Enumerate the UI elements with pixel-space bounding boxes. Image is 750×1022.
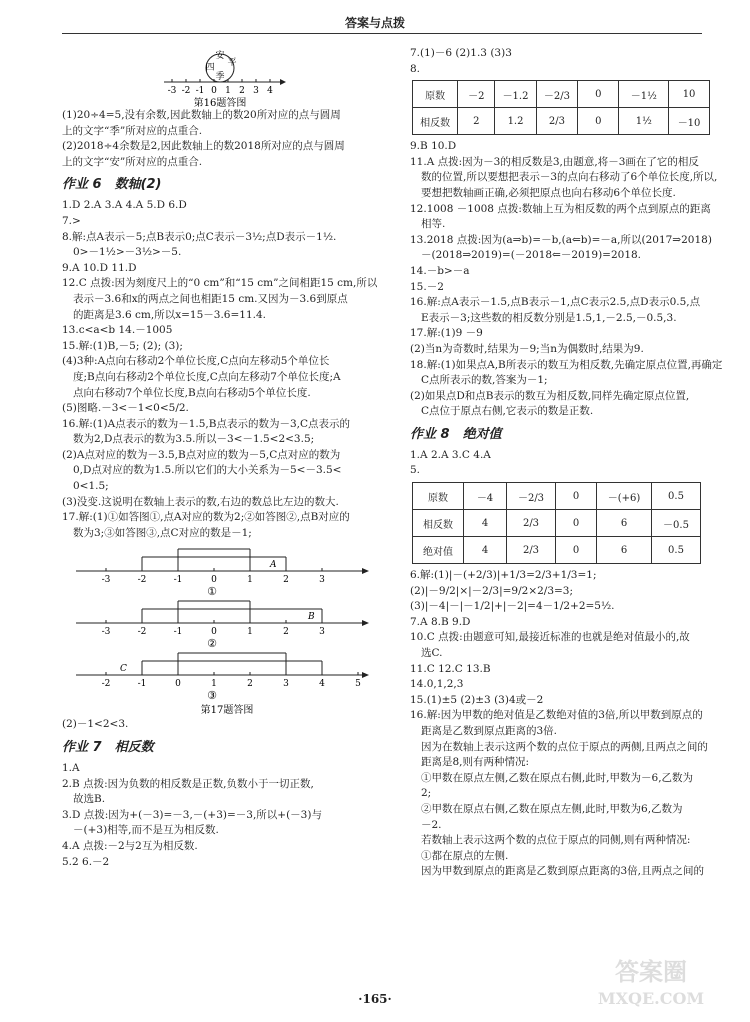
- watermark-logo: [576, 952, 726, 1012]
- text-line: 11.C 12.C 13.B: [410, 662, 491, 675]
- page-header: 答案与点拨: [344, 16, 405, 30]
- text-line: 9.A 10.D 11.D: [62, 261, 137, 274]
- table-cell: －1.2: [495, 81, 536, 108]
- text-line: 16.解:点A表示－1.5,点B表示－1,点C表示2.5,点D表示0.5,点: [410, 296, 701, 309]
- text-line: 2;: [421, 787, 432, 800]
- text-line: 15.－2: [410, 280, 444, 293]
- table-cell: 2/3: [536, 108, 577, 135]
- tick-label: 0: [175, 679, 181, 690]
- text-line: 数的位置,所以要想把表示－3的点向右移动了6个单位长度,所以,: [421, 171, 718, 184]
- table-cell: －2/3: [536, 81, 577, 108]
- table-cell: －(+6): [597, 483, 652, 510]
- figure-label: ③: [207, 689, 217, 703]
- text-line: (4)3种:A点向右移动2个单位长度,C点向左移动5个单位长: [62, 355, 330, 368]
- text-line: 上的文字“季”所对应的点重合.: [62, 124, 203, 137]
- tick-label: -1: [195, 86, 205, 96]
- text-line: 18.解:(1)如果点A,B所表示的数互为相反数,先确定原点位置,再确定: [410, 358, 723, 371]
- text-line: ①甲数在原点左侧,乙数在原点右侧,此时,甲数为－6,乙数为: [421, 771, 694, 784]
- table-row: [413, 81, 710, 108]
- axis-arrow: [362, 672, 369, 678]
- tick-label: 5: [355, 679, 361, 690]
- tick-label: 4: [319, 679, 325, 690]
- tick-label: -2: [137, 627, 147, 638]
- table-cell: 原数: [413, 483, 464, 510]
- point-label: A: [270, 560, 277, 571]
- text-line: 距离是8,则有两种情况:: [421, 756, 530, 769]
- text-line: 度;B点向右移动2个单位长度,C点向左移动7个单位长度;A: [73, 370, 341, 383]
- text-line: 点向右移动7个单位长度,B点向右移动5个单位长度.: [73, 386, 311, 399]
- text-line: (2)A点对应的数为－3.5,B点对应的数为－5,C点对应的数为: [62, 448, 341, 461]
- table-cell: －1½: [619, 81, 669, 108]
- figure-16-caption: 第16题答图: [193, 98, 247, 108]
- text-line: 5.: [410, 464, 421, 477]
- section-title-8: 作业 8 绝对值: [410, 426, 502, 442]
- text-line: 0>－1½>－3½>－5.: [73, 246, 182, 259]
- tick-label: -3: [101, 575, 111, 586]
- text-line: 选C.: [421, 647, 443, 660]
- text-line: 1.A 2.A 3.C 4.A: [410, 448, 491, 461]
- table-row: [413, 108, 710, 135]
- table-cell: 4: [464, 537, 507, 564]
- text-line: 数为2,D点表示的数为3.5.所以－3<－1.5<2<3.5;: [73, 433, 315, 446]
- left-column: [62, 46, 392, 870]
- header-rule: [62, 33, 702, 34]
- text-line: (2)当n为奇数时,结果为－9;当n为偶数时,结果为9.: [410, 342, 644, 355]
- homework-8-answers-a: [410, 448, 710, 479]
- text-line: 15.(1)±5 (2)±3 (3)4或－2: [410, 693, 544, 706]
- tick-label: -1: [173, 575, 183, 586]
- point-label: C: [120, 664, 127, 675]
- text-line: 16.解:因为甲数的绝对值是乙数绝对值的3倍,所以甲数到原点的: [410, 709, 703, 722]
- tick-label: 1: [225, 86, 231, 96]
- tick-label: 1: [247, 627, 253, 638]
- tick-label: 1: [211, 679, 217, 690]
- text-line: 距离是乙数到原点距离的3倍.: [421, 725, 558, 737]
- right-middle-text: [410, 139, 723, 420]
- homework-8-answers-b: [410, 568, 710, 880]
- text-line: 7.(1)－6 (2)1.3 (3)3: [410, 47, 512, 59]
- text-line: －2.: [421, 818, 442, 831]
- tick-label: -2: [101, 679, 111, 690]
- text-line: 9.B 10.D: [410, 140, 457, 153]
- tick-label: 3: [283, 679, 289, 690]
- text-line: 8.解:点A表示－5;点B表示0;点C表示－3½;点D表示－1½.: [62, 230, 337, 243]
- axis-arrow: [362, 568, 369, 574]
- tick-label: 0: [211, 627, 217, 638]
- text-line: 3.D 点拨:因为+(－3)=－3,－(+3)=－3,所以+(－3)与: [62, 808, 322, 821]
- table-row: [413, 510, 701, 537]
- text-line: 6.解:(1)|－(+2/3)|+1/3=2/3+1/3=1;: [410, 569, 597, 582]
- text-line: (3)没变.这说明在数轴上表示的数,右边的数总比左边的数大.: [62, 495, 339, 508]
- table-cell: －10: [669, 108, 710, 135]
- table-cell: 相反数: [413, 108, 458, 135]
- right-column: [410, 46, 723, 880]
- figure-label: ②: [207, 637, 217, 651]
- tick-label: 2: [247, 679, 253, 690]
- text-line: E表示－3;这些数的相反数分别是1.5,1,－2.5,－0.5,3.: [421, 311, 677, 324]
- text-line: 7.A 8.B 9.D: [410, 615, 471, 628]
- text-line: 故选B.: [73, 793, 106, 806]
- table-cell: －2: [458, 81, 495, 108]
- table-cell: 1.2: [495, 108, 536, 135]
- homework-7-answers: [62, 761, 392, 870]
- figure-label: ①: [207, 585, 217, 599]
- text-line: 13.c<a<b 14.－1005: [62, 324, 173, 337]
- text-line: ②甲数在原点右侧,乙数在原点左侧,此时,甲数为6,乙数为: [421, 802, 683, 815]
- tick-label: -2: [181, 86, 191, 96]
- table-question-8: [412, 80, 710, 135]
- text-line: 14.－b>－a: [410, 264, 470, 277]
- circle-bottom-char: 季: [215, 72, 225, 82]
- tick-label: 3: [319, 627, 325, 638]
- circle-left-char: 四: [205, 63, 215, 73]
- text-line: 2.B 点拨:因为负数的相反数是正数,负数小于一切正数,: [62, 777, 314, 790]
- text-line: 5.2 6.－2: [62, 855, 110, 868]
- tick-label: 4: [267, 86, 273, 96]
- text-line: 因为甲数到原点的距离是乙数到原点距离的3倍,且两点之间的: [421, 865, 705, 878]
- table-cell: 2/3: [507, 510, 556, 537]
- tick-label: 0: [211, 575, 217, 586]
- table-cell: 绝对值: [413, 537, 464, 564]
- right-top-text: [410, 46, 710, 77]
- text-line: 10.C 点拨:由题意可知,最接近标准的也就是绝对值最小的,故: [410, 631, 690, 644]
- figure-17: [62, 541, 392, 717]
- table-cell: 1½: [619, 108, 669, 135]
- tick-label: 2: [283, 575, 289, 586]
- tick-label: 1: [247, 575, 253, 586]
- tick-label: 0: [211, 86, 217, 96]
- text-line: 1.D 2.A 3.A 4.A 5.D 6.D: [62, 199, 187, 212]
- text-line: ①都在原点的左侧.: [421, 849, 509, 862]
- text-line: (1)20÷4=5,没有余数,因此数轴上的数20所对应的点与圆周: [62, 109, 341, 121]
- text-line: －(2018⇒2019)=(－2018⇐－2019)=2018.: [421, 249, 642, 262]
- homework-6-answers: [62, 198, 392, 541]
- text-line: C点位于原点右侧,它表示的数是正数.: [421, 405, 594, 418]
- tick-label: 2: [283, 627, 289, 638]
- tick-label: -1: [173, 627, 183, 638]
- figure-17-caption: 第17题答图: [200, 705, 254, 717]
- text-line: 表示－3.6和x的两点之间也相距15 cm.又因为－3.6到原点: [73, 292, 348, 305]
- text-line: 16.解:(1)A点表示的数为－1.5,B点表示的数为－3,C点表示的: [62, 417, 350, 430]
- tick-label: -2: [137, 575, 147, 586]
- figure-16: [62, 46, 392, 108]
- text-line: 的距离是3.6 cm,所以x=15－3.6=11.4.: [73, 308, 267, 321]
- tick-label: -3: [101, 627, 111, 638]
- text-line: 15.解:(1)B,－5; (2); (3);: [62, 339, 183, 352]
- tick-label: 3: [319, 575, 325, 586]
- text-line: (2)2018÷4余数是2,因此数轴上的数2018所对应的点与圆周: [62, 140, 345, 153]
- table-cell: 0: [556, 510, 597, 537]
- text-line: 因为在数轴上表示这两个数的点位于原点的两侧,且两点之间的: [421, 740, 708, 753]
- circle-top-char: 安: [215, 51, 225, 61]
- text-line: 8.: [410, 62, 421, 75]
- table-cell: 6: [597, 537, 652, 564]
- circle-right-char: 平: [227, 58, 237, 68]
- text-line: 12.1008 －1008 点拨:数轴上互为相反数的两个点到原点的距离: [410, 202, 711, 215]
- tick-label: -1: [137, 679, 147, 690]
- table-cell: 2: [458, 108, 495, 135]
- text-line: 0<1.5;: [73, 480, 109, 493]
- text-line: C点所表示的数,答案为－1;: [421, 374, 548, 387]
- table-cell: 10: [669, 81, 710, 108]
- text-line: (3)|－4|－|－1/2|+|－2|=4－1/2+2=5½.: [410, 600, 615, 613]
- text-line: 相等.: [421, 218, 446, 231]
- table-cell: 0.5: [652, 483, 701, 510]
- table-cell: 0: [578, 108, 619, 135]
- text-line: (2)如果点D和点B表示的数互为相反数,同样先确定原点位置,: [410, 389, 690, 402]
- table-cell: 0.5: [652, 537, 701, 564]
- axis-arrow: [362, 620, 369, 626]
- table-cell: －0.5: [652, 510, 701, 537]
- table-row: [413, 537, 701, 564]
- text-line: 12.C 点拨:因为刻度尺上的“0 cm”和“15 cm”之间相距15 cm,所以: [62, 277, 378, 290]
- table-cell: 4: [464, 510, 507, 537]
- text-line: 0,D点对应的数为1.5.所以它们的大小关系为－5<－3.5<: [73, 464, 342, 477]
- table-cell: －2/3: [507, 483, 556, 510]
- text-line: 要想把数轴画正确,必须把原点也向右移动6个单位长度.: [421, 186, 676, 199]
- page-number: ·165·: [358, 992, 392, 1006]
- table-cell: 6: [597, 510, 652, 537]
- table-cell: 0: [556, 537, 597, 564]
- text-line: 14.0,1,2,3: [410, 678, 464, 691]
- table-question-5: [412, 482, 701, 564]
- left-top-text: [62, 108, 392, 170]
- text-line: 17.解:(1)①如答图①,点A对应的数为2;②如答图②,点B对应的: [62, 511, 350, 524]
- tick-label: 3: [253, 86, 259, 96]
- table-cell: －4: [464, 483, 507, 510]
- svg-text:MXQE.COM: MXQE.COM: [597, 989, 705, 1008]
- text-line: (5)图略.－3<－1<0<5/2.: [62, 402, 189, 415]
- table-cell: 0: [556, 483, 597, 510]
- answer-17-part2: (2)－1<2<3.: [62, 718, 129, 731]
- tick-label: -3: [167, 86, 177, 96]
- text-line: 7.>: [62, 214, 81, 227]
- text-line: 4.A 点拨:－2与2互为相反数.: [62, 840, 198, 852]
- tick-label: 2: [239, 86, 245, 96]
- table-cell: 原数: [413, 81, 458, 108]
- table-cell: 0: [578, 81, 619, 108]
- svg-text:答案圈: 答案圈: [615, 957, 687, 986]
- text-line: 若数轴上表示这两个数的点位于原点的同侧,则有两种情况:: [421, 834, 691, 847]
- section-title-6: 作业 6 数轴(2): [62, 177, 162, 193]
- table-cell: 2/3: [507, 537, 556, 564]
- point-label: B: [308, 612, 315, 623]
- text-line: 13.2018 点拨:因为(a⇒b)=－b,(a⇐b)=－a,所以(2017⇒2018): [410, 233, 712, 246]
- text-line: 17.解:(1)9 －9: [410, 327, 483, 340]
- text-line: 11.A 点拨:因为－3的相反数是3,由题意,将－3画在了它的相反: [410, 155, 699, 168]
- text-line: 数为3;③如答图③,点C对应的数是－1;: [73, 526, 252, 539]
- section-title-7: 作业 7 相反数: [62, 740, 154, 756]
- table-cell: 相反数: [413, 510, 464, 537]
- table-row: [413, 483, 701, 510]
- text-line: －(+3)相等,而不是互为相反数.: [73, 824, 219, 837]
- text-line: 上的文字“安”所对应的点重合.: [62, 155, 203, 168]
- text-line: (2)|－9/2|×|－2/3|=9/2×2/3=3;: [410, 584, 574, 597]
- text-line: 1.A: [62, 762, 80, 775]
